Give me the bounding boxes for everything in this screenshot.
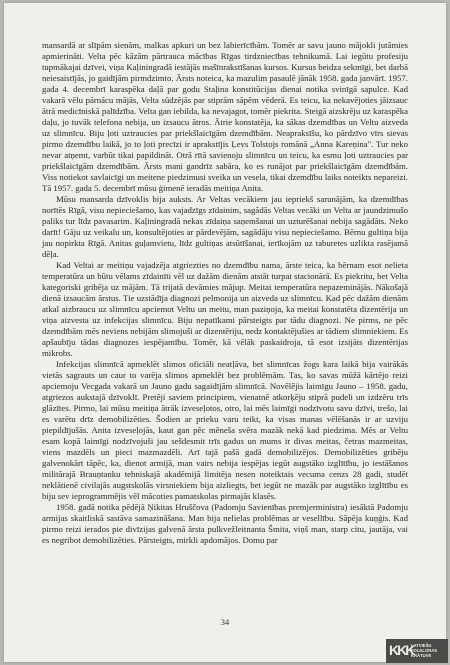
paragraph-2: Mūsu mansarda dzīvoklis bija auksts. Ar Veltas vecākiem jau iepriekš sarunājām, ka dzemdības norītēs Rīgā, visu nepieciešamo, kas vajadzīgs zīdainim, sagādās Veltas vecāki un Velta ar jaundzimušo paliks tur līdz pavasarim. Kaļiningradā nekas zīdaiņa saņemšanai un uzturēšanai nebija sagādāts. Neko darīt! Gāju uz veikalu un, konsultējoties ar pārdevējām, sagādāju visu nepieciešamo. Bērnu gultiņa bija jau nopirkta Rīgā. Anitas guļamvietu, līdz gultiņas atsūtīšanai, ierīkojām uz taburetes uzlikta rasējamā dēļa. bbox=[42, 194, 408, 259]
archive-logo-line-3: KRĀTUVE bbox=[411, 653, 432, 659]
memoir-text bbox=[42, 40, 408, 546]
paragraph-5: 1958. gadā notika pēdējā Ņikitas Hruščova (Padomju Savienības premjerministra) iesāktā Padomju armijas skaitliskā sastāva samazināšana. Man bija nelielas problēmas ar vesellību. Sāpēja kuņģis. Kad pirmo reizi ierados pie divīzijas galvenā ārsta pulkvežleitnanta Šmita, viņš man, starp citu, jautāja, vai es negribot demobilizēties. Pārsteigts, mirkli apdomājos. Domu par bbox=[42, 502, 408, 545]
archive-logo bbox=[386, 639, 448, 663]
paragraph-3: Kad Veltai ar meitiņu vajadzēja atgriezties no dzemdību nama, ārste teica, ka bērnam esot nelieta temperatūra un būtu vēlams zīdainīti vēl uz dažām dienām atstāt turpat stacionārā. Es piekritu, bet Velta kategoriski gribēja uz mājām. Tā trijatā devāmies mājup. Meitai temperatūra nepazeminājās. Nākošajā dienā izsaucām ārstus. Tie uzstādīja diagnozi pelmonija un aizveda uz slimnīcu. Kad pēc dažām dienām atkal aizbraucu uz slimnīcu apciemot Veltu un meitu, man paziņoja, ka meitai konstatēta dizentērija un viņa aizvesta uz infekcijas slimnīcu. Biju nepatīkami pārsteigts par tādu diagnozi. Ne pirms, ne pēc dzemdībām mēs neviens nebijām slimojuši ar dizentēriju, nedz kontaktējušies ar tādiem slimniekiem. Es apšaubīju tādas diagnozes iespējamību. Tomēr, kā vēlāk paskaidroja, tā esot izsijāts dizentērijas mikrobs. bbox=[42, 260, 408, 358]
archive-logo-mark: KKK bbox=[389, 642, 414, 658]
document-page bbox=[4, 3, 446, 662]
paragraph-1: mansardā ar slīpām sienām, malkas apkuri un bez labierīcībām. Tomēr ar savu jauno mājokli jutāmies apmierināti. Velta pēc kāzām pārtrauca mācības Rīgas tirdzniecības tehnikumā. Lai iegūtu profesiju tupmākajai dzīvei, viņa Kaļiningradā iestājās mašīnrakstīšanas kursos. Kursus beidza sekmīgi, bet darbā neiesaistījās, jo gaidījām pirmdzimto. Ārsts noteica, ka mazulim pasaulē jānāk 1958. gada janvārī. 1957. gada 4. decembrī karaspēka daļā par godu Staļina konstitūcijas dienai notika svinīgā sapulce. Kad vakarā vēlu pārnācu mājās, Velta sūdzējās par stiprām sāpēm vēderā. Es teicu, ka nekavējoties jāizsauc ātrā medicīniskā palīdzība. Velta gan iebilda, ka nevajagot, tomēr piekrita. Steigā aizskrēju uz karaspēka daļu, jo tuvāk telefona nebija, un izsaucu ātros. Ātrie konstatēja, ka sākas dzemdības un Veltu aizveda uz slimnīcu. Biju ļoti uztraucies par priekšlaicīgām dzemdībām. Neapraksīšu, ko pārdzīvo vīrs sievas pirmo dzemdību laikā, jo to ļoti precīzi ir aprakstījis Ļevs Tolstojs romānā „Anna Kareņina". Tur neko nevar atņemt, varbūt tikai papildināt. Otrā rītā savienoju slimnīcu un teicu, ka esmu ļoti uztraucies par priekšlaicīgām dzemdībām. Ārsts mani gandrīz sabāra, ko es runājot par priekšlaicīgām dzemdībām. Viss notiekot savlaicīgi un meitene piedzimusi sveika un vesela, tikai dzemdību laiks noteikts nepareizi. Tā 1957. gada 5. decembrī mūsu ģimenē ieradās meitiņa Anita. bbox=[42, 40, 408, 193]
archive-logo-line-1: LATVIEŠU bbox=[411, 643, 432, 648]
page-number: 34 bbox=[220, 617, 230, 627]
paragraph-4: Infekcijas slimnīcā apmeklēt slimos oficiāli neatļāva, bet slimnīcas žogs kara laikā bija vairākās vietās sagrauts un caur to varēja slimos apmeklēt bez problēmām. Tas, ko savas mūžā kārtējo reizi apciemoju Vecgada vakarā un Jauno gadu sagaidījām slimnīcā. Novēlējis laimīgu Jauno – 1958. gadu, atgriezos aukstajā dzīvoklī. Pretēji saviem principiem, vienatnē atkorķēju stiprā pudeli un izdzēru trīs glāzītes. Pirmo, lai mūsu meitiņa ātrāk izveseļotos, otro, lai mēs laimīgi nodzīvotu savu dzīvi, trešo, lai es varētu drīz demobilizēties. Šodien ar prieku varu teikt, ka visas manas vēlēšanās ir ar uzviju piepildījušās. Anita izveseļojās, kaut gan pēc mēneša svēra mazāk nekā kad piedzima. Mēs ar Veltu esam kopā laimīgi nodzīvojuši jau sešdesmit trīs gadus un mums ir divas meitas, četras mazmeitas, viens mazdēls un pieci mazmazdēli. Arī tajā pašā gadā demobilizējos. Demobilizēties gribēju galvenokārt tāpēc, ka, dienot armijā, man vairs nebija iespējas iegūt augstāko izglītību, jo iestāšanos militārajā Brauņtanku tehniskajā akadēmijā limitēja nesen noteiktais vecuma cenzs 28 gadi, studēt neklātienē civilajās augstskolās virsniekiem bija aizliegts, bet iegūt ne mazāk par augstāko izglītību es biju sev ieprogrammējis vēl mācoties pamatskolas pirmajās klasēs. bbox=[42, 359, 408, 501]
archive-logo-line-2: FOLKLORAS bbox=[411, 648, 438, 654]
archive-logo-text bbox=[411, 643, 437, 659]
